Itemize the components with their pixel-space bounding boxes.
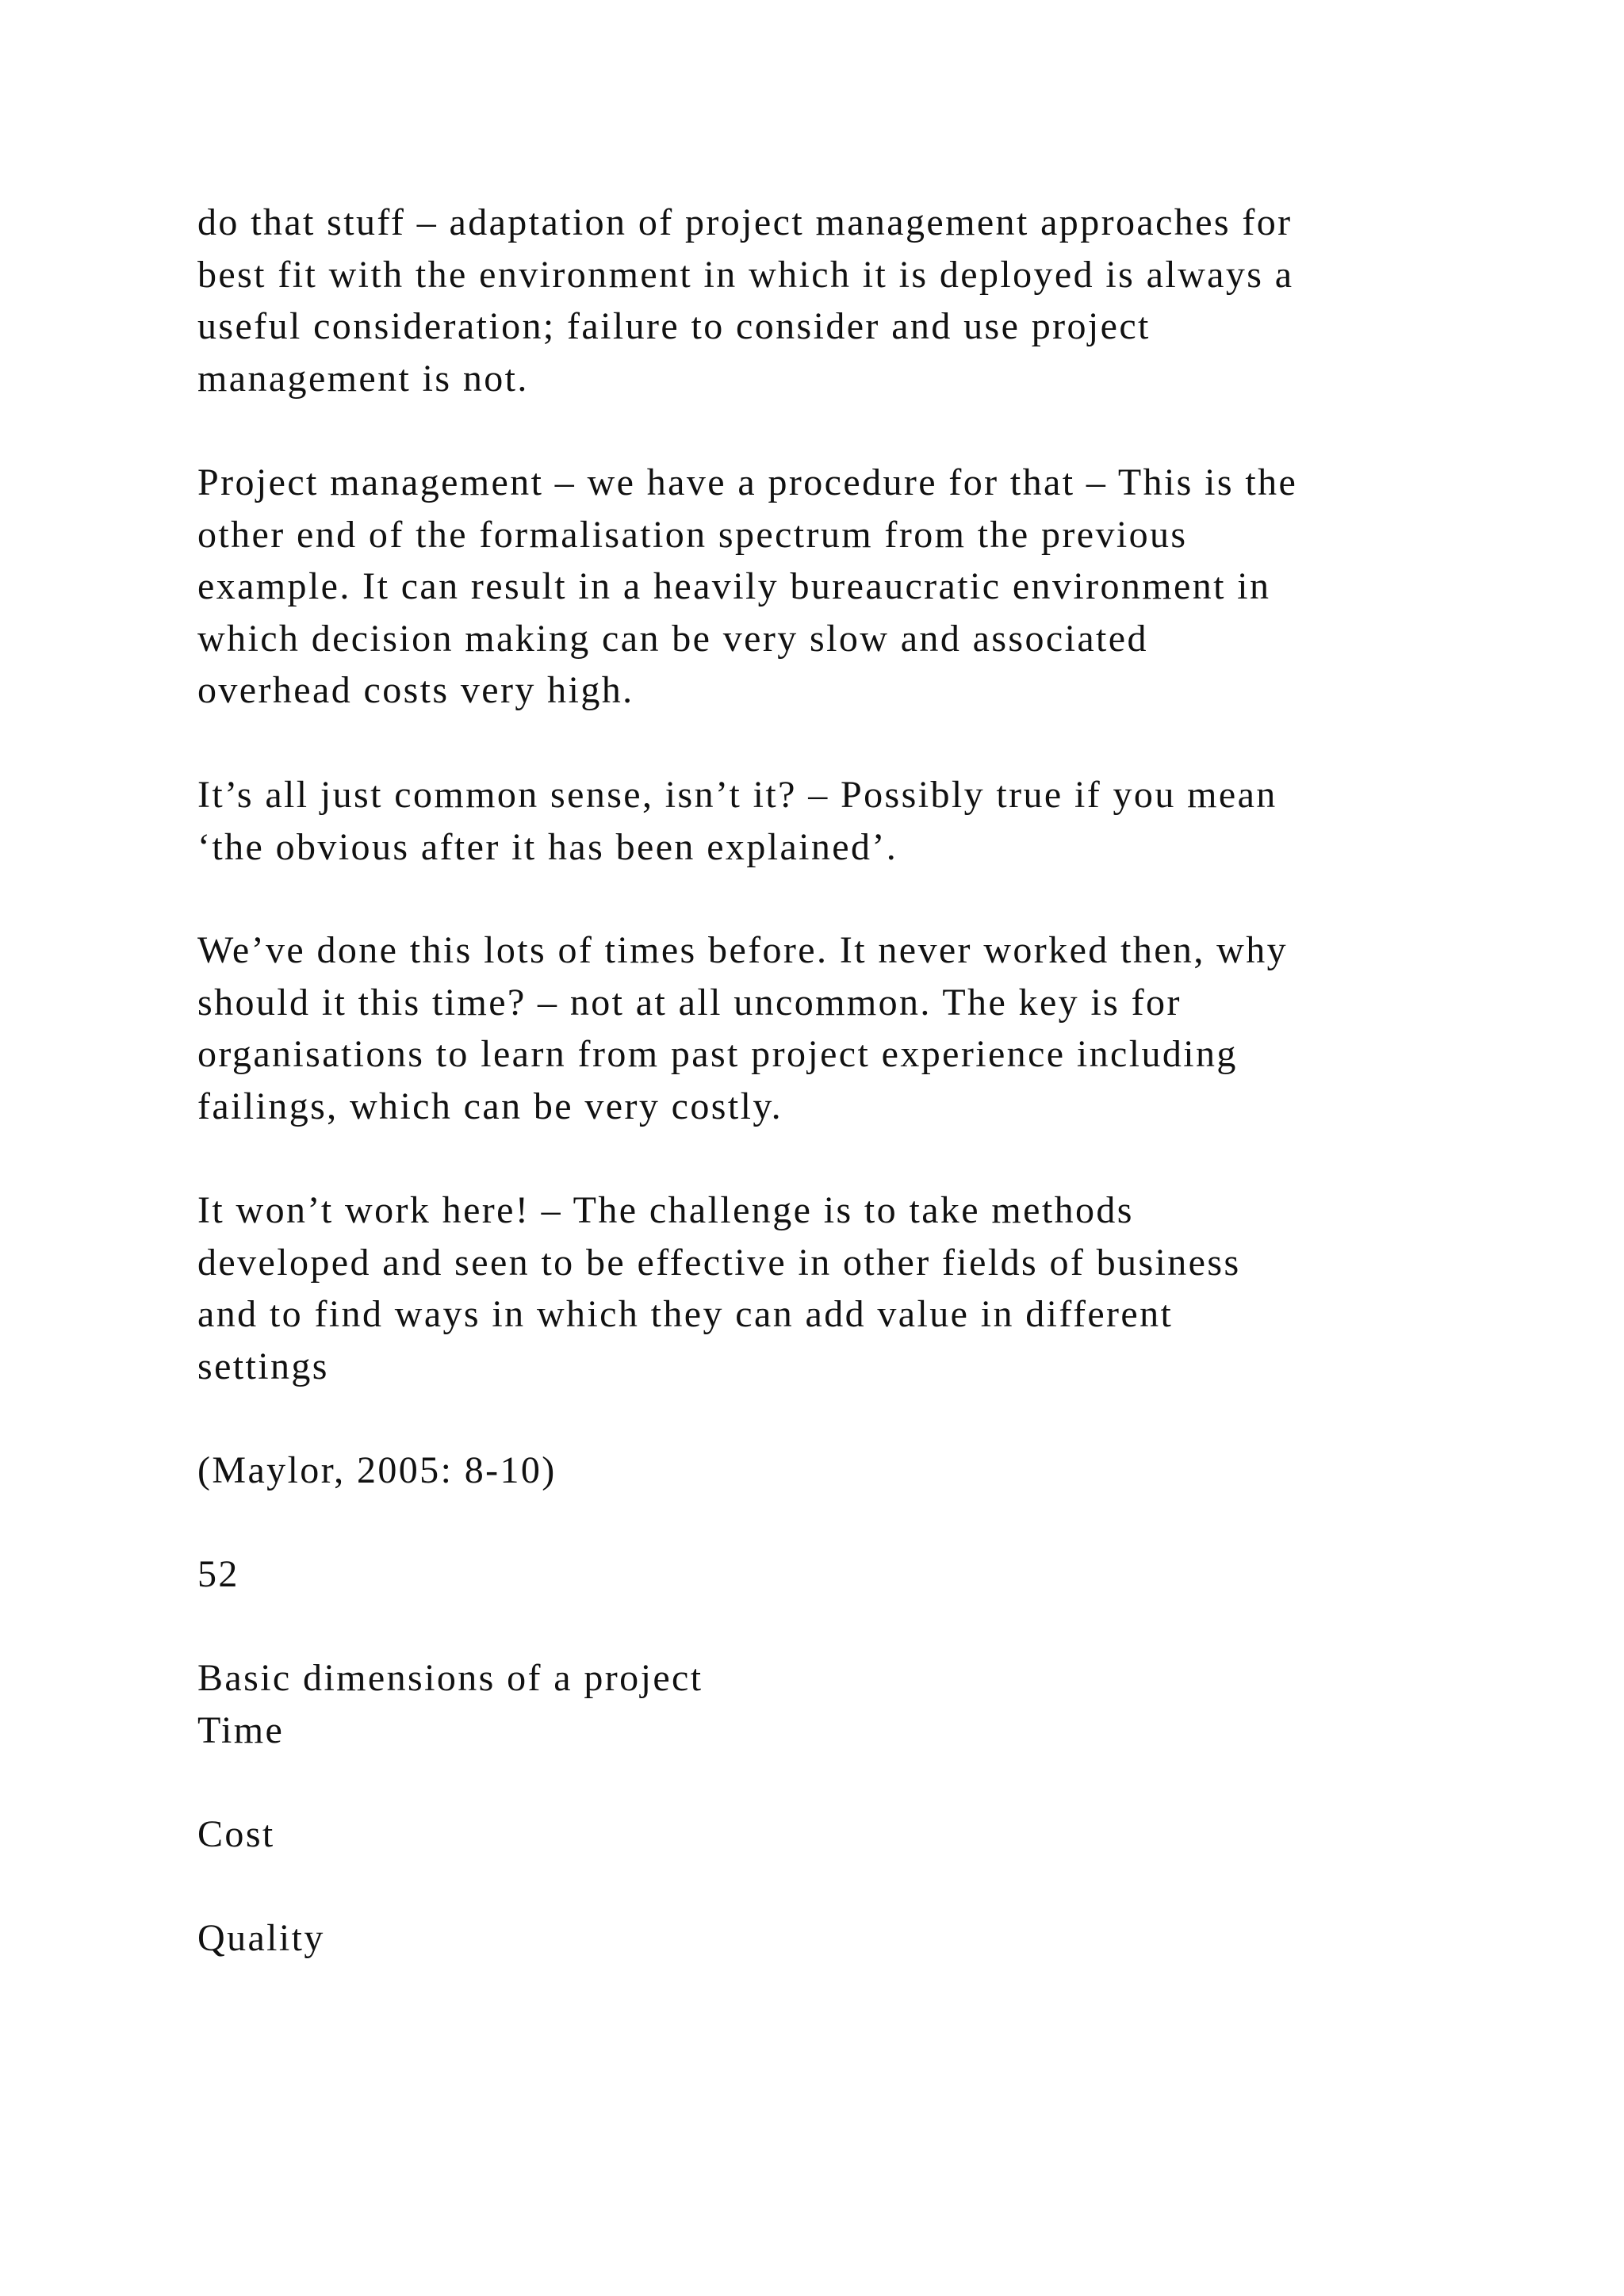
paragraph-line: which decision making can be very slow and associated [197, 617, 1148, 660]
dimensions-section [197, 1652, 1561, 1756]
citation-text: (Maylor, 2005: 8-10) [197, 1449, 557, 1491]
paragraph-line: should it this time? – not at all uncommon. The key is for [197, 981, 1182, 1024]
dimensions-heading: Basic dimensions of a project [197, 1657, 703, 1699]
paragraph-line: other end of the formalisation spectrum from the previous [197, 513, 1188, 556]
paragraph-line: failings, which can be very costly. [197, 1085, 783, 1127]
dimension-item-time: Time [197, 1709, 285, 1751]
paragraph-line: do that stuff – adaptation of project management approaches for [197, 201, 1293, 243]
paragraph-line: organisations to learn from past project experience including [197, 1033, 1238, 1076]
paragraph-procedure [197, 457, 1561, 717]
dimension-quality-block [197, 1912, 1561, 1965]
paragraph-line: example. It can result in a heavily bureaucratic environment in [197, 565, 1271, 608]
paragraph-common-sense [197, 769, 1561, 873]
paragraph-done-before [197, 924, 1561, 1132]
dimension-cost-block [197, 1808, 1561, 1861]
paragraph-line: management is not. [197, 357, 529, 400]
paragraph-wont-work [197, 1184, 1561, 1392]
paragraph-line: We’ve done this lots of times before. It never worked then, why [197, 929, 1288, 971]
paragraph-line: and to find ways in which they can add value in different [197, 1293, 1174, 1336]
page-number [197, 1548, 1561, 1601]
paragraph-line: It won’t work here! – The challenge is to take methods [197, 1189, 1134, 1231]
dimension-item-cost: Cost [197, 1813, 275, 1855]
dimension-item-quality: Quality [197, 1917, 325, 1959]
paragraph-line: overhead costs very high. [197, 669, 634, 712]
citation [197, 1445, 1561, 1497]
paragraph-line: developed and seen to be effective in other fields of business [197, 1241, 1241, 1284]
paragraph-line: useful consideration; failure to consider and use project [197, 305, 1151, 348]
paragraph-line: settings [197, 1345, 329, 1387]
paragraph-line: ‘the obvious after it has been explained’. [197, 825, 898, 868]
page-number-text: 52 [197, 1553, 239, 1595]
paragraph-line: Project management – we have a procedure for that – This is the [197, 461, 1298, 503]
paragraph-line: It’s all just common sense, isn’t it? – Possibly true if you mean [197, 774, 1277, 816]
paragraph-adaptation [197, 197, 1561, 404]
paragraph-line: best fit with the environment in which it is deployed is always a [197, 253, 1294, 296]
